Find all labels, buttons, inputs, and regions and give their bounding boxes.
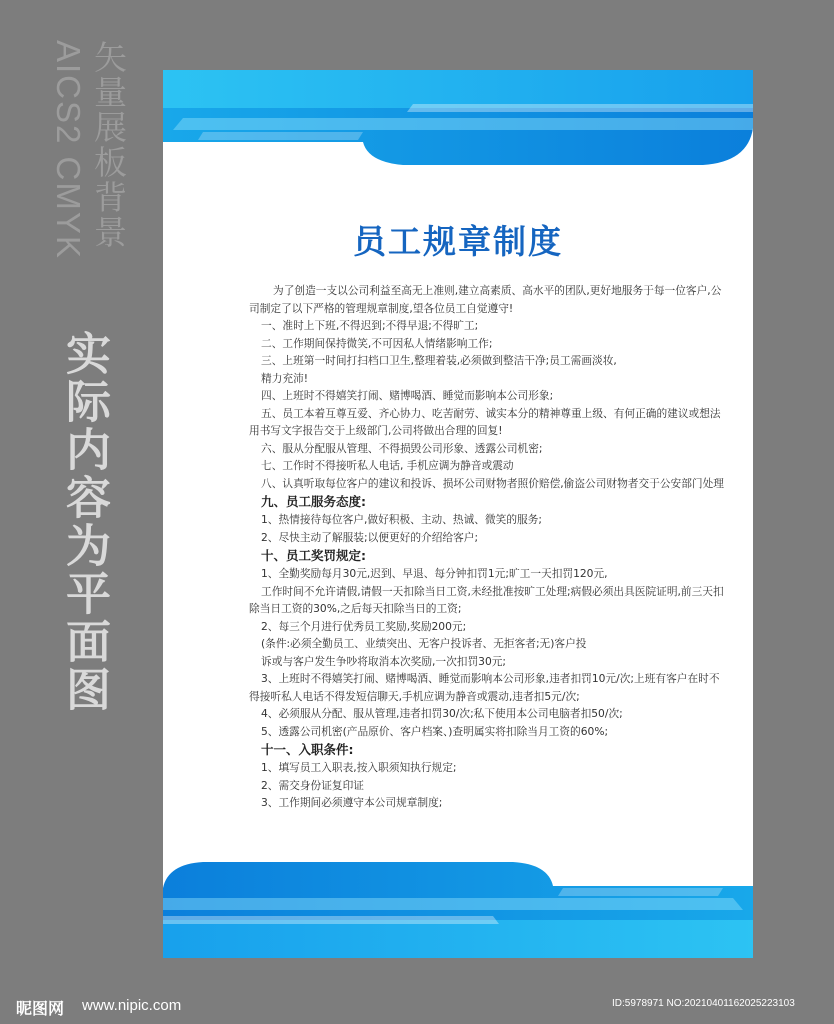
text-line: 四、上班时不得嬉笑打闹、赌博喝酒、睡觉而影响本公司形象; xyxy=(261,389,554,402)
text-line: 五、员工本着互尊互爱、齐心协力、吃苦耐劳、诚实本分的精神尊重上级、有何正确的建议或想法用书写文字报告交于上级部门,公司将做出合理的回复! xyxy=(249,406,721,437)
text-line: 七、工作时不得接听私人电话, 手机应调为静音或震动 xyxy=(261,459,514,472)
poster-title: 员工规章制度 xyxy=(353,222,563,261)
text-line: 2、每三个月进行优秀员工奖励,奖励200元; xyxy=(261,619,467,633)
site-logo: 昵图网 xyxy=(16,999,65,1018)
top-wave-decoration xyxy=(163,70,753,170)
text-line: 一、准时上下班,不得迟到;不得早退;不得旷工; xyxy=(261,319,479,332)
text-line: 2、尽快主动了解服装;以便更好的介绍给客户; xyxy=(261,530,479,544)
text-line: 2、需交身份证复印证 xyxy=(261,778,364,792)
site-url: www.nipic.com xyxy=(82,997,182,1014)
watermark-footer xyxy=(0,986,834,1024)
text-line: 1、热情接待每位客户,做好积极、主动、热诚、微笑的服务; xyxy=(261,513,542,526)
text-line: 3、上班时不得嬉笑打闹、赌博喝酒、睡觉而影响本公司形象,违者扣罚10元/次;上班有客户在时不得接听私人电话不得发短信聊天,手机应调为静音或震动,违者扣5元/次; xyxy=(249,672,720,703)
text-line: 八、认真听取每位客户的建议和投诉、损坏公司财物者照价赔偿,偷盗公司财物者交于公安部门处理 xyxy=(261,476,724,490)
text-line: (条件:必须全勤员工、业绩突出、无客户投诉者、无拒客者;无)客户投 xyxy=(261,637,587,650)
side-caption-big: 实际内容为平面图 xyxy=(58,330,111,714)
text-line: 4、必须服从分配、服从管理,违者扣罚30/次;私下使用本公司电脑者扣50/次; xyxy=(261,707,623,720)
text-line: 为了创造一支以公司利益至高无上准则,建立高素质、高水平的团队,更好地服务于每一位客户,公司制定了以下严格的管理规章制度,望各位员工自觉遵守! xyxy=(249,284,722,315)
text-line: 工作时间不允许请假,请假一天扣除当日工资,未经批准按旷工处理;病假必须出具医院证明,前三天扣除当日工资的30%,之后每天扣除当日的工资; xyxy=(249,584,724,615)
side-caption-en: AICS2 CMYK xyxy=(50,40,87,260)
text-line: 1、全勤奖励每月30元,迟到、早退、每分钟扣罚1元;旷工一天扣罚120元, xyxy=(261,567,608,580)
regulation-text xyxy=(249,282,729,812)
section-heading: 九、员工服务态度: xyxy=(261,494,366,509)
text-line: 六、服从分配服从管理、不得损毁公司形象、透露公司机密; xyxy=(261,441,543,455)
section-heading: 十一、入职条件: xyxy=(261,742,354,757)
text-line: 5、透露公司机密(产品原价、客户档案、)查明属实将扣除当月工资的60%; xyxy=(261,724,609,738)
text-line: 精力充沛! xyxy=(261,371,309,385)
section-heading: 十、员工奖罚规定: xyxy=(261,548,366,563)
text-line: 二、工作期间保持微笑,不可因私人情绪影响工作; xyxy=(261,336,493,350)
text-line: 三、上班第一时间打扫档口卫生,整理着装,必须做到整洁干净;员工需画淡妆, xyxy=(261,354,617,367)
text-line: 3、工作期间必须遵守本公司规章制度; xyxy=(261,796,443,809)
text-line: 诉或与客户发生争吵将取消本次奖励,一次扣罚30元; xyxy=(261,654,507,668)
bottom-wave-decoration xyxy=(163,858,753,958)
image-id: ID:5978971 NO:20210401162025223103 xyxy=(612,998,795,1009)
text-line: 1、填写员工入职表,按入职须知执行规定; xyxy=(261,761,457,774)
poster-board xyxy=(163,70,753,958)
side-caption-top xyxy=(52,40,132,280)
side-caption-cn: 矢量展板背景 xyxy=(89,40,128,250)
